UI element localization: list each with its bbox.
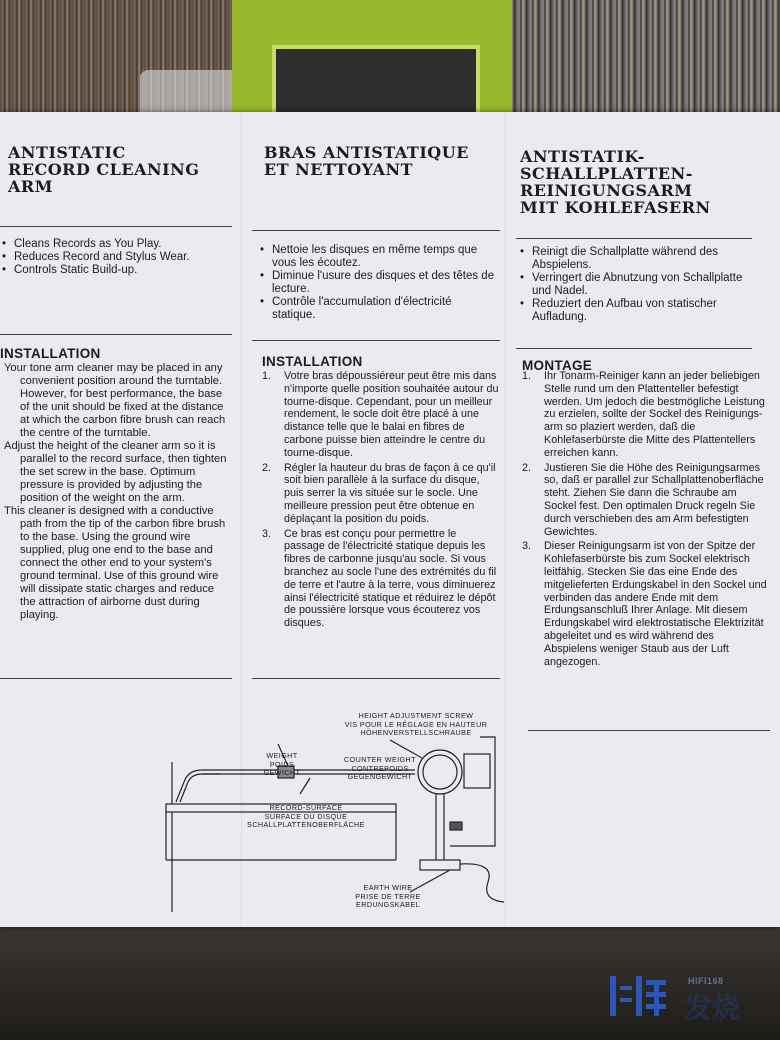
instruction-leaflet (0, 112, 780, 927)
divider (252, 340, 500, 341)
divider (0, 226, 232, 227)
feature-item: • Nettoie les disques en même temps que vous les écoutez. (260, 244, 498, 270)
section-heading: INSTALLATION (0, 346, 101, 361)
divider (0, 678, 232, 679)
divider (528, 730, 770, 731)
step-item: 3. Dieser Reinigungsarm ist von der Spitze der Kohlefaserbürste bis zum Sockel elektrisch leitfähig. Stecken Sie das eine Ende des mitgelieferten Erdungskabel in den Sockel und verbinden das andere Ende mit dem Erdungsanschluß Ihrer Anlage. Mit diesem Erdungskabel wird elektrostatische Elektrizität abgeleitet und es wird während des Abspielens weniger Staub aus der Luft angezogen. (522, 540, 767, 668)
feature-item: • Reduces Record and Stylus Wear. (2, 251, 234, 264)
installation-diagram (150, 712, 520, 917)
record-surface-label: RECORD-SURFACE SURFACE DU DISQUE SCHALLPLATTENOBERFLÄCHE (247, 803, 365, 829)
step-text: Adjust the height of the cleaner arm so it is parallel to the record surface, then tighten the set screw in the base. Optimum pressure is provided by adjusting the position of the weight on the arm. (4, 440, 227, 504)
base (420, 860, 460, 870)
watermark-text: HIFI168 (688, 976, 724, 986)
section-heading: MONTAGE (522, 358, 593, 373)
panel-title: BRAS ANTISTATIQUE ET NETTOYANT (264, 143, 469, 179)
step-item: 2. Justieren Sie die Höhe des Reinigungsarmes so, daß er parallel zur Schallplattenoberfläche steht. Ziehen Sie dann die Schraube am Sockel fest. Den optimalen Druck regeln Sie durch verschieben des am Arm befestigten Gewichtes. (522, 461, 764, 538)
watermark (608, 970, 758, 1026)
feature-list (520, 246, 760, 324)
divider (252, 678, 500, 679)
hifi-logo-icon (608, 972, 672, 1020)
installation-text (4, 362, 232, 622)
section-heading: INSTALLATION (262, 354, 363, 369)
step-item: 1. Ihr Tonarm-Reiniger kann an jeder beliebigen Stelle rund um den Plattenteller befestigt werden. Um jedoch die bestmögliche Leistung zu erzielen, sollte der Sockel des Reinigungs-arm so plaziert werden, daß die Kohlefaserbürste die Mitte des Plattentellers erreichen kann. (522, 370, 765, 459)
step-text: This cleaner is designed with a conductive path from the tip of the carbon fibre brush to the base. Using the ground wire supplied, plug one end to the base and connect the other end to your system's ground terminal. Use of this ground wire will dissipate static charges and reduce the attraction of airborne dust during playing. (4, 505, 226, 621)
feature-item: • Diminue l'usure des disques et des têtes de lecture. (260, 270, 498, 296)
installation-steps (262, 370, 500, 632)
divider (516, 238, 752, 239)
earth-wire-label: EARTH WIRE PRISE DE TERRE ERDUNGSKABEL (355, 883, 421, 909)
feature-list (2, 238, 234, 277)
step-item: 3. Ce bras est conçu pour permettre le passage de l'électricité statique depuis les fibres de carbonne jusqu'au socle. Si vous branchez au socle l'une des extrémités du fil de terre et l'autre à la terre, vous diminuerez ainsi l'électricité statique et réduirez le dépôt de poussière lorsque vous écouterez vos disques. (262, 527, 497, 630)
feature-item: • Contrôle l'accumulation d'électricité statique. (260, 296, 498, 322)
feature-list (260, 244, 498, 322)
watermark-text: 发烧 (684, 992, 741, 1023)
feature-item: • Controls Static Build-up. (2, 264, 234, 277)
montage-steps (522, 370, 768, 670)
feature-item: • Verringert die Abnutzung von Schallplatte und Nadel. (520, 272, 760, 298)
divider (0, 334, 232, 335)
step-item: 2. Régler la hauteur du bras de façon à ce qu'il soit bien parallèle à la surface du disque, puis serrer la vis située sur le socle. Une meilleure pression peut être obtenue en déplaçant la position du poids. (262, 461, 496, 525)
earth-wire (460, 864, 504, 902)
pivot-housing (464, 754, 490, 788)
weight-label: WEIGHT POIDS GEWICHT (263, 751, 301, 777)
panel-title: ANTISTATIK- SCHALLPLATTEN- REINIGUNGSARM MIT KOHLEFASERN (520, 147, 711, 217)
counter-weight-label: COUNTER WEIGHT CONTREPOIDS GEGENGEWICHT (344, 755, 416, 781)
feature-item: • Cleans Records as You Play. (2, 238, 234, 251)
divider (252, 230, 500, 231)
step-item: 1. Votre bras dépoussiéreur peut être mis dans n'importe quelle position souhaitée autour du tourne-disque. Cependant, pour un meilleur rendement, le socle doit être placé à une distance telle que le balai en fibres de carbone puisse bien atteindre le centre du tourne-disque. (262, 370, 499, 459)
divider (516, 348, 752, 349)
step-text: Your tone arm cleaner may be placed in any convenient position around the turntable. However, for best performance, the base of the unit should be fixed at the distance at which the carbon fibre brush can reach the centre of the turntable. (4, 362, 226, 439)
height-screw-label: HEIGHT ADJUSTMENT SCREW VIS POUR LE RÉGLAGE EN HAUTEUR HÖHENVERSTELLSCHRAUBE (344, 711, 488, 737)
feature-item: • Reinigt die Schallplatte während des Abspielens. (520, 246, 760, 272)
feature-item: • Reduziert den Aufbau von statischer Aufladung. (520, 298, 760, 324)
panel-title: ANTISTATIC RECORD CLEANING ARM (8, 143, 200, 196)
